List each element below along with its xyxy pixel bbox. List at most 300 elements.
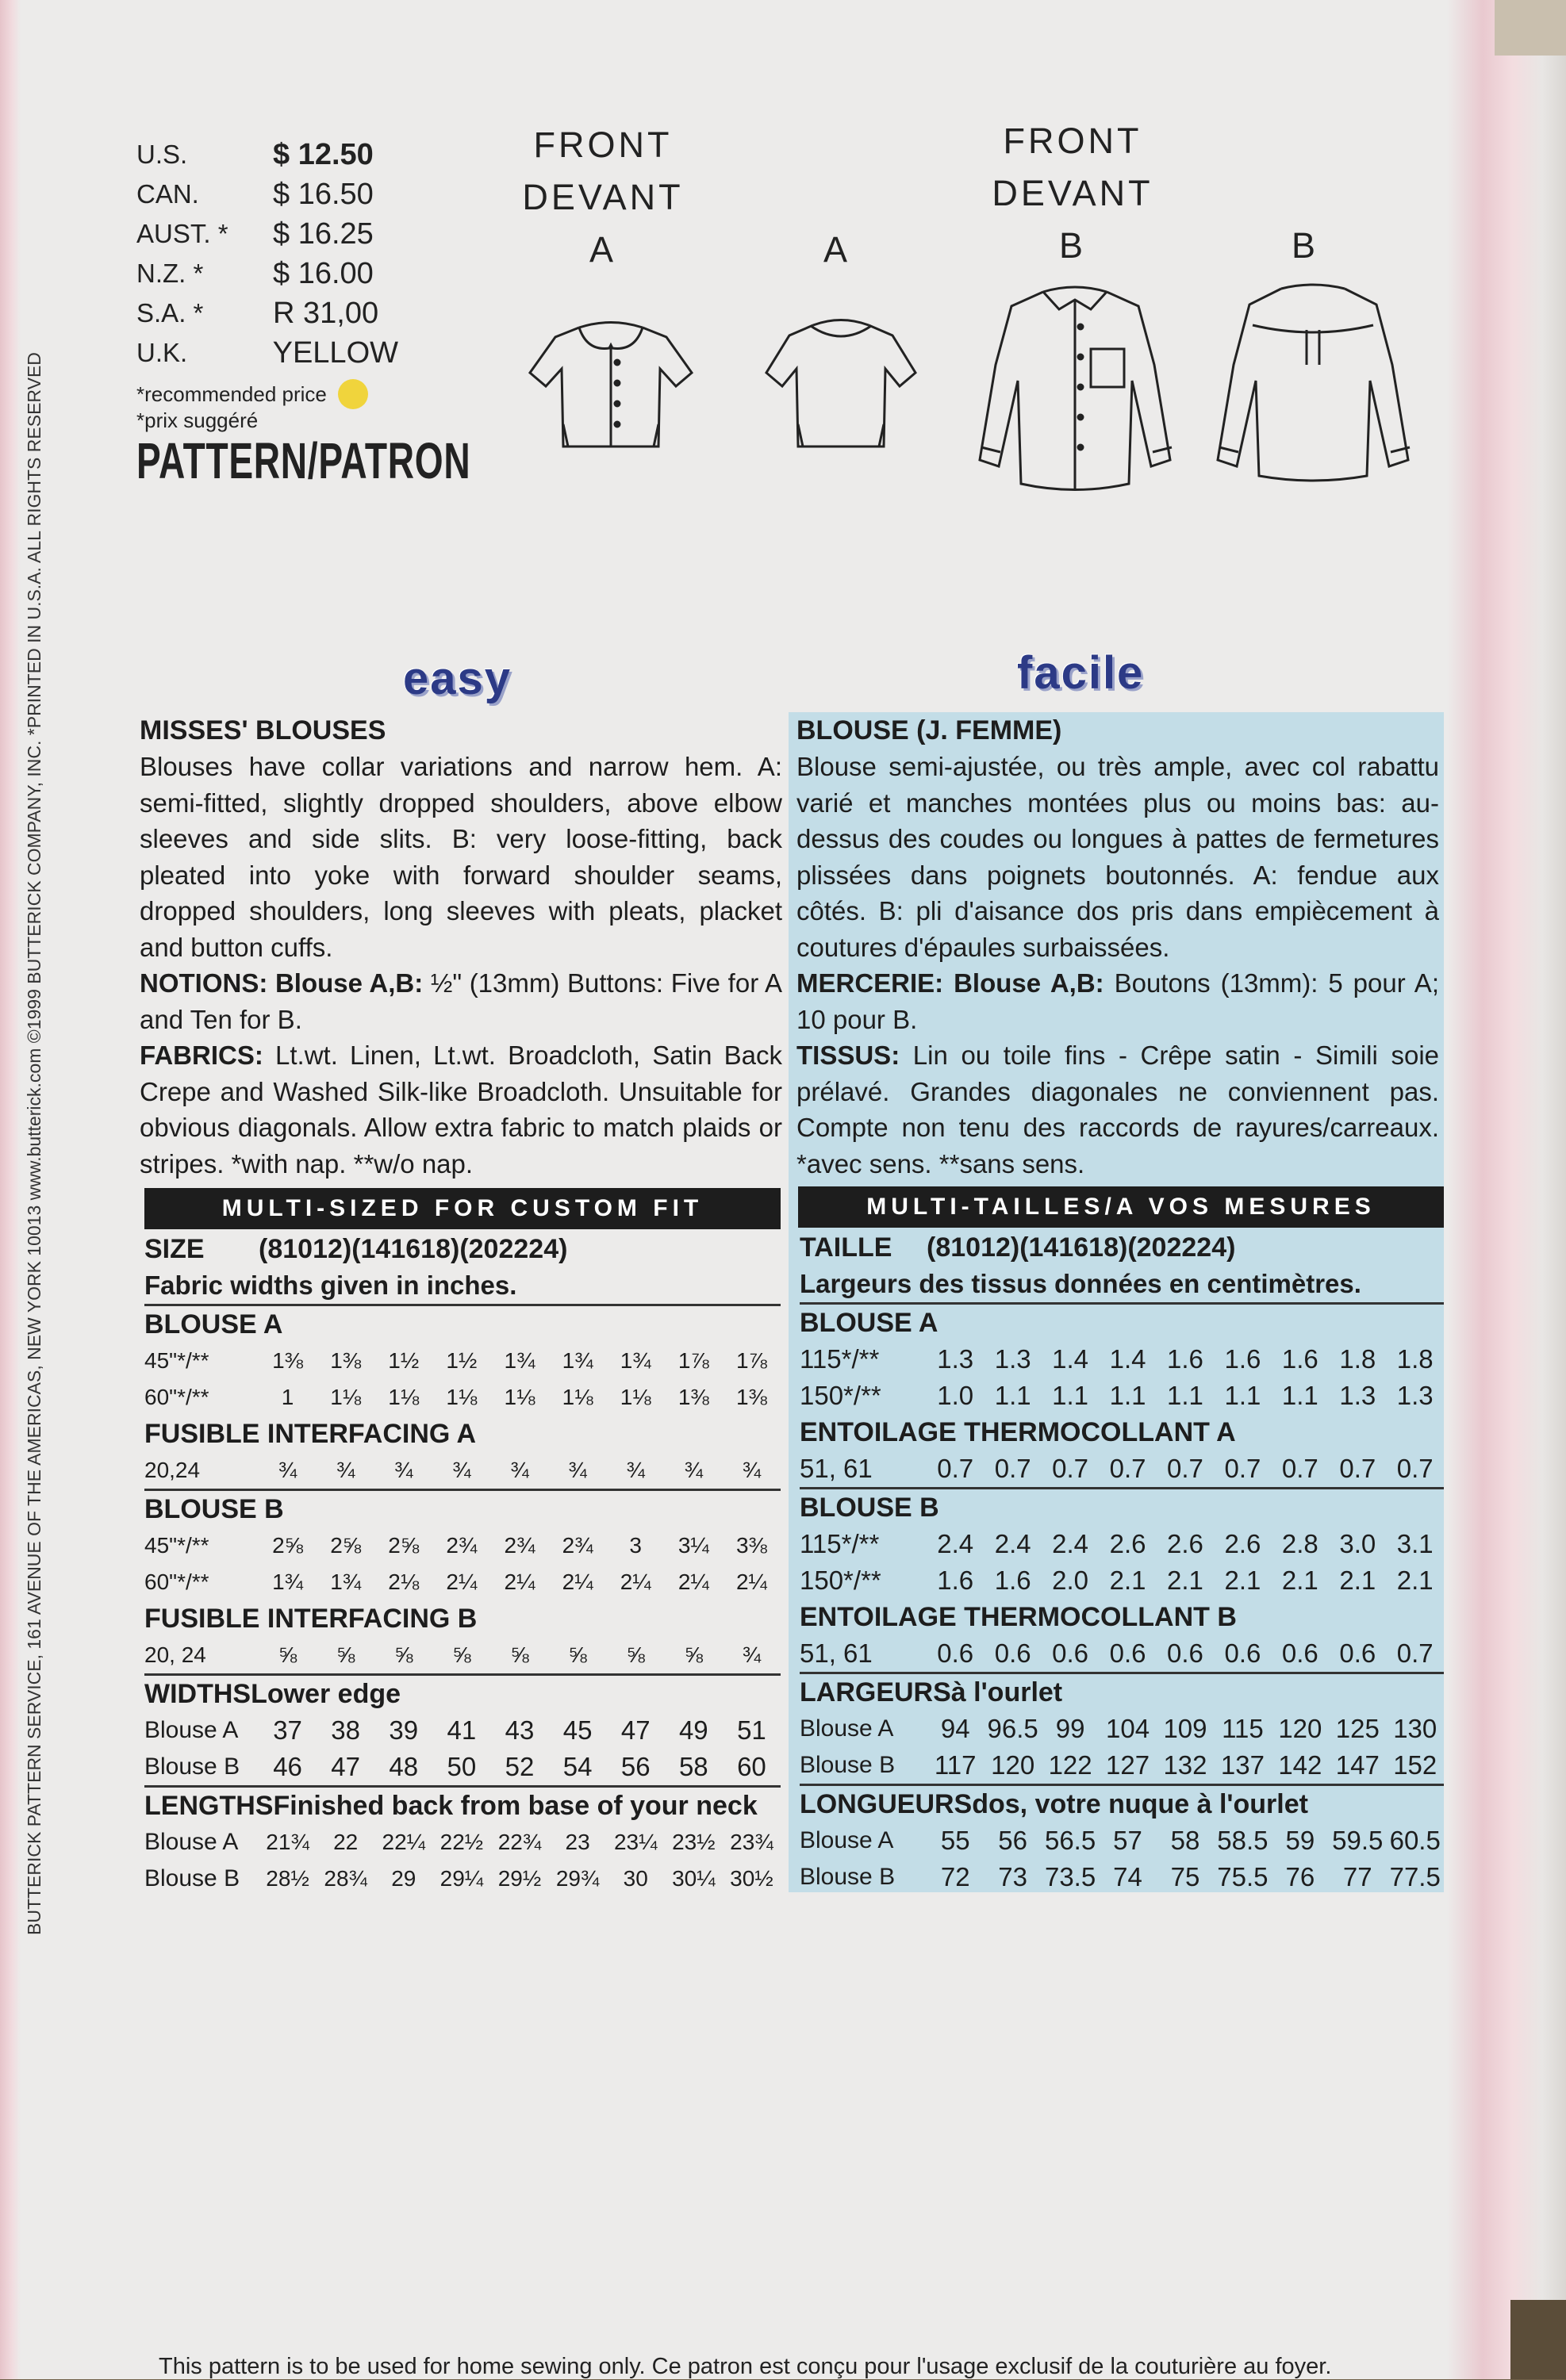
cell: 1.6 (937, 1566, 974, 1595)
cell: 60 (737, 1752, 766, 1781)
cell: ⅝ (684, 1642, 703, 1667)
cell: 2¾ (562, 1533, 593, 1558)
cell: 30¼ (672, 1866, 716, 1891)
cell: 127 (1106, 1750, 1150, 1780)
cell: 50 (447, 1752, 477, 1781)
cell: ⅝ (394, 1642, 413, 1667)
cell: 59 (1285, 1826, 1315, 1855)
cell: 2.4 (1052, 1529, 1089, 1558)
size-value: 12) (313, 1233, 352, 1264)
recommended-fr: *prix suggéré (136, 408, 259, 432)
cell: 2.6 (1167, 1529, 1203, 1558)
size-value: (20 (459, 1233, 499, 1264)
cell: 3¼ (677, 1533, 709, 1558)
english-body (140, 749, 782, 1182)
cell: 0.7 (1396, 1454, 1434, 1483)
cell: 1.3 (937, 1344, 974, 1374)
cell: 2.6 (1224, 1529, 1261, 1558)
size-value: 10 (282, 1233, 313, 1264)
cell: 30½ (730, 1866, 773, 1891)
cell: 75 (1170, 1862, 1200, 1891)
view-label-line: FRONT (533, 125, 673, 165)
table-row (800, 1378, 1444, 1414)
french-description (796, 712, 1439, 1182)
cell: 2¼ (446, 1569, 478, 1594)
cell: 0.7 (1109, 1454, 1146, 1483)
cell: 130 (1393, 1714, 1437, 1743)
cell: 46 (273, 1752, 302, 1781)
view-label-line: DEVANT (992, 173, 1153, 213)
row-label: Blouse B (144, 1753, 240, 1780)
cell: 23¼ (613, 1830, 658, 1854)
row-label: 115*/** (800, 1529, 880, 1558)
price-country: U.K. (136, 338, 188, 367)
table-row (800, 1859, 1444, 1895)
notions-label: NOTIONS: Blouse A,B: (140, 968, 424, 998)
table-row (800, 1341, 1444, 1378)
cell: 104 (1106, 1714, 1150, 1743)
section-heading: BLOUSE A (144, 1304, 781, 1343)
cell: 1.8 (1396, 1344, 1434, 1374)
cell: 0.7 (937, 1454, 974, 1483)
cell: 21¾ (266, 1830, 309, 1854)
cell: 29¼ (439, 1866, 484, 1891)
cell: 2.4 (994, 1529, 1031, 1558)
cell: 1.6 (994, 1566, 1031, 1595)
mercerie-text: Boutons (13mm): 5 pour A; 10 pour B. (796, 968, 1439, 1034)
cell: 132 (1163, 1750, 1207, 1780)
price-country: N.Z. * (136, 259, 204, 288)
cell: 3 (629, 1533, 642, 1558)
view-label-letter: A (589, 229, 616, 270)
row-label: 20, 24 (144, 1642, 206, 1667)
cell: ⅝ (452, 1642, 471, 1667)
section-heading (144, 1673, 781, 1712)
row-label: 150*/** (800, 1566, 881, 1595)
cell: 0.6 (1339, 1638, 1376, 1668)
french-body (796, 749, 1439, 1182)
english-description-text: Blouses have collar variations and narrow hem. A: semi-fitted, slightly dropped shoulders, above elbow sleeves and side slits. B: very loose-fitting, back pleated into yoke with forward shoulder seams, dropped shoulders, long sleeves with pleats, placket and button cuffs. (140, 752, 782, 962)
section-heading: ENTOILAGE THERMOCOLLANT B (800, 1601, 1237, 1632)
fabric-widths-note: Fabric widths given in inches. (144, 1270, 517, 1300)
price-row (136, 254, 398, 293)
cell: 2¼ (562, 1569, 593, 1594)
table-row (144, 1749, 781, 1785)
section-heading (800, 1672, 1444, 1711)
pattern-label: PATTERN/PATRON (136, 432, 471, 489)
view-label-line: FRONT (1003, 121, 1142, 161)
cell: 22 (333, 1830, 359, 1854)
cell: ⅝ (278, 1642, 297, 1667)
section-heading: BLOUSE A (800, 1302, 1444, 1341)
blouse-a-front-illustration (524, 313, 698, 456)
blouse-a-back-illustration (762, 313, 920, 456)
table-row (144, 1861, 781, 1897)
cell: 49 (678, 1715, 708, 1745)
cell: 41 (447, 1715, 477, 1745)
cell: 2.1 (1339, 1566, 1376, 1595)
size-value: 22 (1166, 1232, 1197, 1263)
table-row (144, 1564, 781, 1600)
price-row (136, 135, 398, 174)
price-country: S.A. * (136, 298, 204, 328)
cell: 2.1 (1224, 1566, 1261, 1595)
cell: 1¾ (272, 1569, 304, 1594)
cell: 58 (1170, 1826, 1200, 1855)
price-value: $ 12.50 (273, 138, 374, 171)
cell: 109 (1163, 1714, 1207, 1743)
cell: 39 (389, 1715, 419, 1745)
cell: 77 (1342, 1862, 1372, 1891)
row-label: 60"*/** (144, 1569, 209, 1594)
table-row (800, 1635, 1444, 1672)
size-label: TAILLE (800, 1232, 892, 1263)
longueurs-subtitle: dos, votre nuque à l'ourlet (972, 1788, 1308, 1819)
multi-tailles-bar: MULTI-TAILLES/A VOS MESURES (798, 1186, 1444, 1228)
fabric-widths-note: Largeurs des tissus données en centimètres. (800, 1269, 1361, 1298)
publisher-sidebar: BUTTERICK PATTERN SERVICE, 161 AVENUE OF THE AMERICAS, NEW YORK 10013 www.butterick.com ©1999 BUTTERICK COMPANY, INC. *PRINTED IN U.S.A. ALL RIGHTS RESERVED (24, 352, 44, 1935)
cell: 22¼ (382, 1830, 426, 1854)
cell: ⅝ (336, 1642, 355, 1667)
cell: 1¾ (330, 1569, 362, 1594)
cell: ⅝ (510, 1642, 529, 1667)
cell: 29¾ (555, 1866, 600, 1891)
fabrics-text: Lt.wt. Linen, Lt.wt. Broadcloth, Satin Back Crepe and Washed Silk-like Broadcloth. Unsuitable for obvious diagonals. Allow extra fabric to match plaids or stripes. *with nap. **w/o nap. (140, 1041, 782, 1179)
price-value: $ 16.25 (273, 217, 374, 251)
price-row (136, 293, 398, 333)
cell: 2¾ (446, 1533, 478, 1558)
section-heading: ENTOILAGE THERMOCOLLANT A (800, 1416, 1236, 1447)
size-value: (14 (351, 1233, 391, 1264)
cell: 0.6 (1167, 1638, 1203, 1668)
cell: 137 (1220, 1750, 1265, 1780)
cell: 55 (940, 1826, 970, 1855)
cell: 117 (934, 1750, 977, 1780)
view-label-back-a (793, 119, 881, 276)
cell: 0.6 (1281, 1638, 1318, 1668)
table-row (144, 1452, 781, 1489)
largeurs-subtitle: à l'ourlet (950, 1677, 1063, 1707)
largeurs-title: LARGEURS (800, 1677, 951, 1707)
cell: 1.6 (1167, 1344, 1203, 1374)
cell: 1 (281, 1385, 294, 1409)
cell: 47 (620, 1715, 651, 1745)
view-label-front-a (508, 119, 698, 276)
cell: 120 (991, 1750, 1035, 1780)
cell: 94 (940, 1714, 970, 1743)
row-label: 150*/** (800, 1381, 881, 1410)
section-heading (800, 1784, 1444, 1822)
cell: 0.6 (937, 1638, 974, 1668)
cell: 75.5 (1217, 1862, 1269, 1891)
multi-sized-bar: MULTI-SIZED FOR CUSTOM FIT (144, 1188, 781, 1229)
cell: 2¼ (504, 1569, 535, 1594)
view-label-line: DEVANT (522, 177, 684, 217)
cell: 142 (1278, 1750, 1322, 1780)
cell: 2.1 (1167, 1566, 1203, 1595)
cell: 1½ (446, 1348, 478, 1373)
cell: 99 (1055, 1714, 1085, 1743)
size-value: 24) (1196, 1232, 1236, 1263)
table-row (800, 1822, 1444, 1859)
cell: 1.6 (1224, 1344, 1261, 1374)
cell: 45 (562, 1715, 593, 1745)
cell: 1.4 (1109, 1344, 1146, 1374)
cell: 0.7 (1167, 1454, 1203, 1483)
table-row (800, 1526, 1444, 1562)
row-label: Blouse B (144, 1865, 240, 1891)
size-header-row (144, 1231, 781, 1267)
cell: 1.1 (1281, 1381, 1318, 1410)
view-label-letter: B (1058, 225, 1086, 266)
section-heading: BLOUSE B (144, 1489, 781, 1527)
cell: 29 (391, 1866, 416, 1891)
cell: 1⅛ (388, 1385, 420, 1409)
size-value: 18) (420, 1233, 460, 1264)
row-label: 60"*/** (144, 1385, 209, 1409)
price-row (136, 174, 398, 214)
cell: 2¾ (504, 1533, 535, 1558)
view-label-front-b (977, 115, 1168, 272)
price-country: AUST. * (136, 219, 228, 248)
view-label-letter: A (823, 229, 850, 270)
cell: 3⅜ (735, 1533, 767, 1558)
cell: 1.0 (937, 1381, 974, 1410)
cell: 1⅛ (504, 1385, 535, 1409)
cell: 1⅜ (330, 1348, 362, 1373)
cell: 1⅜ (272, 1348, 304, 1373)
price-value: $ 16.50 (273, 178, 374, 211)
cell: 51 (737, 1715, 766, 1745)
cell: 0.6 (1109, 1638, 1146, 1668)
cell: 28¾ (324, 1866, 367, 1891)
price-list (136, 135, 471, 489)
cell: 23 (565, 1830, 590, 1854)
section-heading: FUSIBLE INTERFACING A (144, 1418, 477, 1449)
cell: ¾ (742, 1642, 762, 1667)
cell: 2¼ (620, 1569, 651, 1594)
size-value: 16 (1058, 1232, 1089, 1263)
row-label: Blouse A (144, 1829, 239, 1855)
cell: 76 (1285, 1862, 1315, 1891)
view-label-line (793, 119, 881, 171)
tissus-label: TISSUS: (796, 1041, 900, 1070)
yellow-dot-icon (338, 379, 368, 409)
cell: 1.1 (1167, 1381, 1203, 1410)
cell: 1.1 (1052, 1381, 1089, 1410)
cell: 2.6 (1109, 1529, 1146, 1558)
cell: 1.1 (1109, 1381, 1146, 1410)
cell: 122 (1048, 1750, 1092, 1780)
view-label-line (1261, 115, 1349, 167)
size-value: 16 (390, 1233, 421, 1264)
cell: 0.7 (1281, 1454, 1318, 1483)
cell: 1¾ (504, 1348, 535, 1373)
price-country: U.S. (136, 140, 188, 169)
cell: 115 (1222, 1714, 1264, 1743)
table-row (800, 1711, 1444, 1747)
cell: 22¾ (497, 1830, 542, 1854)
cell: 74 (1113, 1862, 1142, 1891)
cell: 1.4 (1052, 1344, 1089, 1374)
notions-text: ½" (13mm) Buttons: Five for A and Ten for B. (140, 968, 782, 1034)
cell: 60.5 (1389, 1826, 1441, 1855)
size-value: (14 (1019, 1232, 1059, 1263)
table-row (800, 1562, 1444, 1599)
cell: 1⅛ (620, 1385, 651, 1409)
cell: ¾ (510, 1458, 529, 1482)
size-value: 22 (498, 1233, 529, 1264)
easy-badge: easy (403, 653, 512, 704)
section-heading (144, 1785, 781, 1824)
blouse-b-front-illustration (972, 278, 1178, 500)
cell: ¾ (452, 1458, 471, 1482)
widths-title: WIDTHS (144, 1678, 251, 1709)
cell: 1⅛ (562, 1385, 593, 1409)
cell: ¾ (278, 1458, 297, 1482)
cell: 56.5 (1044, 1826, 1096, 1855)
cell: 56 (998, 1826, 1028, 1855)
cell: 38 (331, 1715, 361, 1745)
blouse-b-back-illustration (1210, 278, 1416, 492)
cell: 58.5 (1217, 1826, 1269, 1855)
row-label: 45"*/** (144, 1533, 209, 1558)
row-label: Blouse A (144, 1717, 239, 1743)
size-value: (8 (927, 1232, 951, 1263)
cell: 29½ (497, 1866, 542, 1891)
cell: 1.8 (1339, 1344, 1376, 1374)
cell: 2.4 (937, 1529, 974, 1558)
cell: 1.3 (1339, 1381, 1376, 1410)
price-row (136, 214, 398, 254)
recommended-price-note (136, 379, 398, 409)
cell: 1⅞ (735, 1348, 767, 1373)
cell: 48 (389, 1752, 419, 1781)
cell: ⅝ (626, 1642, 645, 1667)
cell: 37 (273, 1715, 302, 1745)
row-label: Blouse A (800, 1715, 894, 1742)
cell: 1⅛ (330, 1385, 362, 1409)
recommended-en: *recommended price (136, 382, 327, 406)
cell: 30 (623, 1866, 648, 1891)
cell: 1¾ (620, 1348, 651, 1373)
cell: 77.5 (1389, 1862, 1441, 1891)
row-label: 45"*/** (144, 1348, 209, 1373)
cell: 23¾ (730, 1830, 773, 1854)
english-title: MISSES' BLOUSES (140, 715, 386, 745)
row-label: 51, 61 (800, 1454, 873, 1483)
cell: 1.1 (994, 1381, 1031, 1410)
cell: 3.0 (1339, 1529, 1376, 1558)
cell: ¾ (394, 1458, 413, 1482)
size-value: 12) (981, 1232, 1020, 1263)
size-header-row (800, 1229, 1444, 1266)
cell: 22½ (439, 1830, 484, 1854)
section-heading: FUSIBLE INTERFACING B (144, 1603, 478, 1634)
cell: ¾ (742, 1458, 762, 1482)
cell: 72 (940, 1862, 970, 1891)
cell: 1⅜ (677, 1385, 709, 1409)
cell: 152 (1393, 1750, 1437, 1780)
row-label: 20,24 (144, 1458, 201, 1482)
cell: 1⅜ (735, 1385, 767, 1409)
cell: 0.7 (994, 1454, 1031, 1483)
table-row (144, 1527, 781, 1564)
cell: 2.8 (1281, 1529, 1318, 1558)
table-row (800, 1747, 1444, 1784)
longueurs-title: LONGUEURS (800, 1788, 973, 1819)
mercerie-label: MERCERIE: Blouse A,B: (796, 968, 1104, 998)
cell: 47 (331, 1752, 361, 1781)
cell: 54 (562, 1752, 593, 1781)
size-value: 18) (1088, 1232, 1128, 1263)
tissus-text: Lin ou toile fins - Crêpe satin - Simili soie prélavé. Grandes diagonales ne conviennent pas. Compte non tenu des raccords de rayures/carreaux. *avec sens. **sans sens. (796, 1041, 1439, 1179)
english-description (140, 712, 782, 1182)
cell: 2.1 (1281, 1566, 1318, 1595)
cell: ¾ (626, 1458, 645, 1482)
cell: 2.0 (1052, 1566, 1089, 1595)
cell: 2.1 (1109, 1566, 1146, 1595)
cell: 2⅝ (272, 1533, 304, 1558)
cell: 0.6 (1052, 1638, 1089, 1668)
table-row (800, 1451, 1444, 1487)
cell: 2¼ (735, 1569, 767, 1594)
cell: 56 (620, 1752, 651, 1781)
row-label: Blouse A (800, 1827, 894, 1853)
table-row (144, 1712, 781, 1749)
cell: 3.1 (1396, 1529, 1434, 1558)
cell: 1⅛ (446, 1385, 478, 1409)
cell: 73.5 (1044, 1862, 1096, 1891)
cell: 0.7 (1052, 1454, 1089, 1483)
english-size-chart (144, 1231, 781, 1897)
price-country: CAN. (136, 179, 199, 209)
size-value: 24) (528, 1233, 568, 1264)
cell: 1¾ (562, 1348, 593, 1373)
french-description-text: Blouse semi-ajustée, ou très ample, avec col rabattu varié et manches montées plus ou moins bas: au-dessus des coudes ou longues à pattes de fermetures plissées dans poignets boutonnés. A: fendue aux côtés. B: pli d'aisance dos pris dans empiècement à coutures d'épaules surbaissées. (796, 752, 1439, 962)
cell: 28½ (266, 1866, 309, 1891)
table-row (144, 1379, 781, 1416)
table-row (144, 1637, 781, 1673)
cell: 120 (1278, 1714, 1322, 1743)
widths-subtitle: Lower edge (251, 1678, 401, 1709)
cell: 1.3 (994, 1344, 1031, 1374)
cell: 0.6 (994, 1638, 1031, 1668)
section-heading: BLOUSE B (800, 1487, 1444, 1526)
cell: 2⅝ (330, 1533, 362, 1558)
cell: 52 (505, 1752, 535, 1781)
cell: 2⅛ (388, 1569, 420, 1594)
cell: 0.6 (1224, 1638, 1261, 1668)
size-value: (20 (1127, 1232, 1167, 1263)
cell: 2.1 (1396, 1566, 1434, 1595)
size-value: (8 (259, 1233, 283, 1264)
row-label: Blouse B (800, 1864, 896, 1890)
cell: 59.5 (1332, 1826, 1384, 1855)
cell: 1⅞ (677, 1348, 709, 1373)
cell: 57 (1113, 1826, 1142, 1855)
price-value: R 31,00 (273, 297, 379, 330)
view-label-back-b (1261, 115, 1349, 272)
row-label: 115*/** (800, 1344, 880, 1374)
cell: 0.7 (1396, 1638, 1434, 1668)
table-row (144, 1824, 781, 1861)
cell: 96.5 (987, 1714, 1038, 1743)
price-value: $ 16.00 (273, 257, 374, 290)
cell: 147 (1335, 1750, 1380, 1780)
home-sewing-notice: This pattern is to be used for home sewing only. Ce patron est conçu pour l'usage exclusif de la couturière au foyer. (159, 2354, 1332, 2379)
background-corner (1495, 0, 1566, 56)
